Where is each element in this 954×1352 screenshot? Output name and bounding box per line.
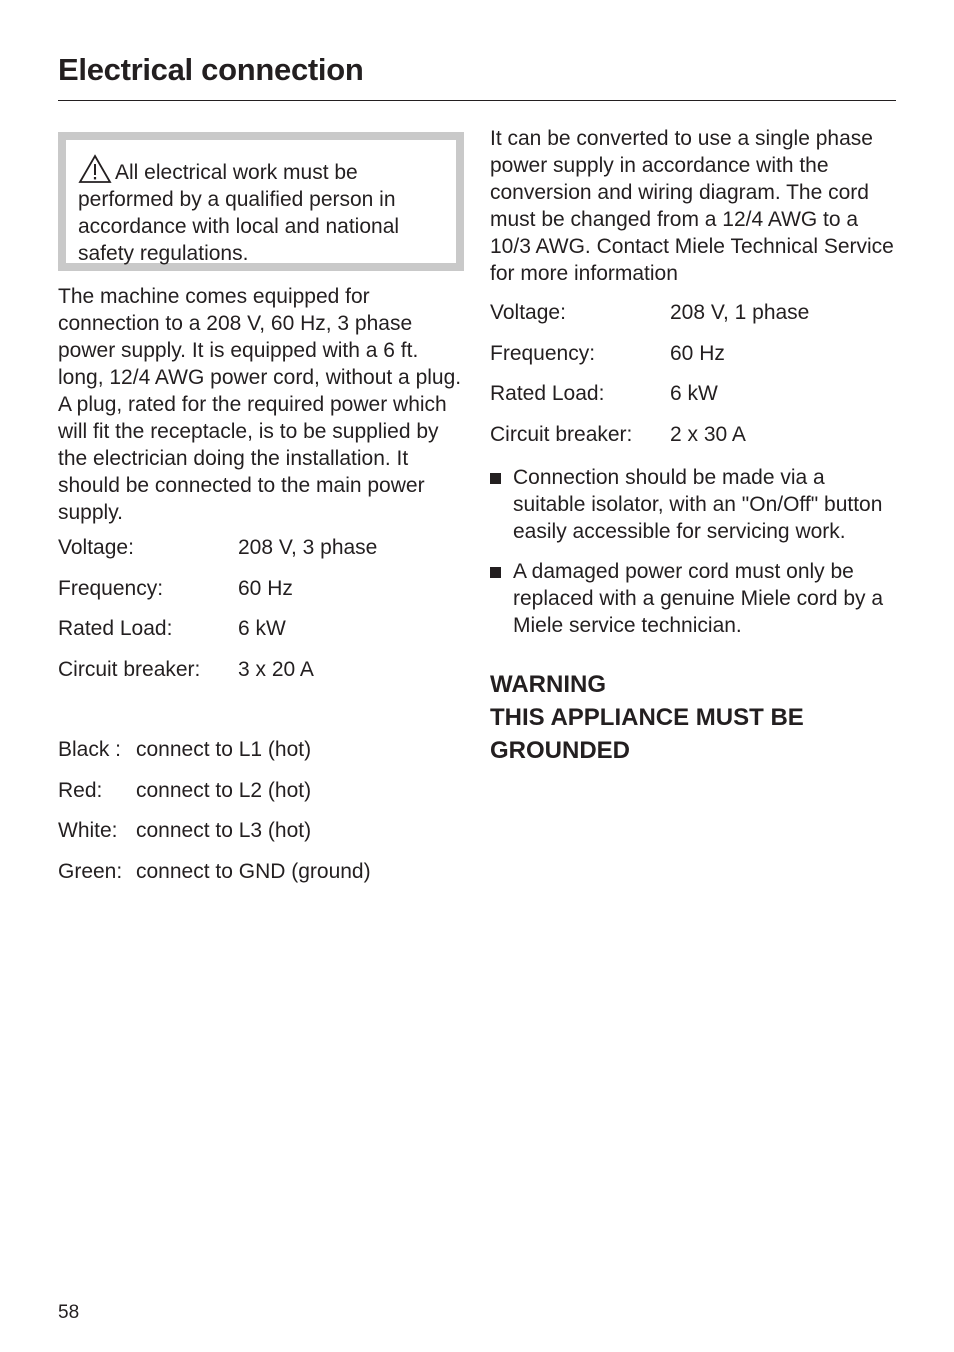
safety-warning-box xyxy=(58,132,464,271)
wiring-row xyxy=(58,771,371,812)
wire-connection: connect to L2 (hot) xyxy=(136,778,312,802)
warning-triangle-icon xyxy=(78,154,112,184)
bullet-square-icon xyxy=(490,473,501,484)
spec-label: Voltage: xyxy=(58,536,134,560)
safety-warning-text: All electrical work must be performed by a qualified person in accordance with local and national safety regulations. xyxy=(78,161,400,265)
title-divider xyxy=(58,100,896,101)
spec-value: 208 V, 3 phase xyxy=(238,536,378,560)
list-item xyxy=(490,464,900,545)
spec-row xyxy=(58,609,377,650)
wire-color-label: Red: xyxy=(58,778,103,802)
spec-value: 3 x 20 A xyxy=(238,657,314,681)
wire-color-label: White: xyxy=(58,819,118,843)
spec-label: Frequency: xyxy=(490,341,596,365)
list-item-text: A damaged power cord must only be replaced with a genuine Miele cord by a Miele service technician. xyxy=(513,560,884,637)
wire-connection: connect to GND (ground) xyxy=(136,859,371,883)
spec-row xyxy=(490,334,809,375)
list-item xyxy=(490,558,900,639)
spec-row xyxy=(490,293,809,334)
page-number: 58 xyxy=(58,1302,80,1323)
left-column xyxy=(58,132,464,892)
wire-color-label: Green: xyxy=(58,859,123,883)
instruction-list xyxy=(490,464,900,639)
wire-color-label: Black : xyxy=(58,738,122,762)
wire-connection: connect to L3 (hot) xyxy=(136,819,312,843)
grounding-warning xyxy=(490,668,900,767)
spec-value: 6 kW xyxy=(238,617,286,641)
spec-label: Voltage: xyxy=(490,301,566,325)
wire-connection: connect to L1 (hot) xyxy=(136,738,312,762)
spec-value: 6 kW xyxy=(670,382,718,406)
spec-value: 60 Hz xyxy=(238,576,293,600)
wiring-row xyxy=(58,730,371,771)
spec-value: 2 x 30 A xyxy=(670,422,746,446)
spec-label: Rated Load: xyxy=(490,382,605,406)
warning-heading-line1: WARNING xyxy=(490,671,606,698)
wiring-row xyxy=(58,811,371,852)
wiring-table xyxy=(58,730,371,892)
spec-row xyxy=(58,650,377,691)
warning-heading-line2: THIS APPLIANCE MUST BE GROUNDED xyxy=(490,704,804,764)
spec-row xyxy=(490,374,809,415)
right-column xyxy=(490,125,900,767)
wiring-row xyxy=(58,852,371,893)
single-phase-spec-table xyxy=(490,293,809,455)
spec-row xyxy=(58,569,377,610)
three-phase-intro: The machine comes equipped for connection to a 208 V, 60 Hz, 3 phase power supply. It is equipped with a 6 ft. long, 12/4 AWG power cord, without a plug. A plug, rated for the required power which will fit the receptacle, is to be supplied by the electrician doing the installation. It should be connected to the main power supply. xyxy=(58,285,462,524)
spec-label: Frequency: xyxy=(58,576,164,600)
spec-label: Rated Load: xyxy=(58,617,173,641)
spec-label: Circuit breaker: xyxy=(490,422,633,446)
spec-value: 60 Hz xyxy=(670,341,725,365)
single-phase-intro: It can be converted to use a single phase power supply in accordance with the conversion and wiring diagram. The cord must be changed from a 12/4 AWG to a 10/3 AWG. Contact Miele Technical Service for more information xyxy=(490,127,894,285)
bullet-square-icon xyxy=(490,567,501,578)
page-title: Electrical connection xyxy=(58,52,364,87)
spec-row xyxy=(490,415,809,456)
three-phase-spec-table xyxy=(58,528,377,690)
list-item-text: Connection should be made via a suitable isolator, with an "On/Off" button easily accessible for servicing work. xyxy=(513,466,883,543)
spec-row xyxy=(58,528,377,569)
spec-value: 208 V, 1 phase xyxy=(670,301,810,325)
spec-label: Circuit breaker: xyxy=(58,657,201,681)
